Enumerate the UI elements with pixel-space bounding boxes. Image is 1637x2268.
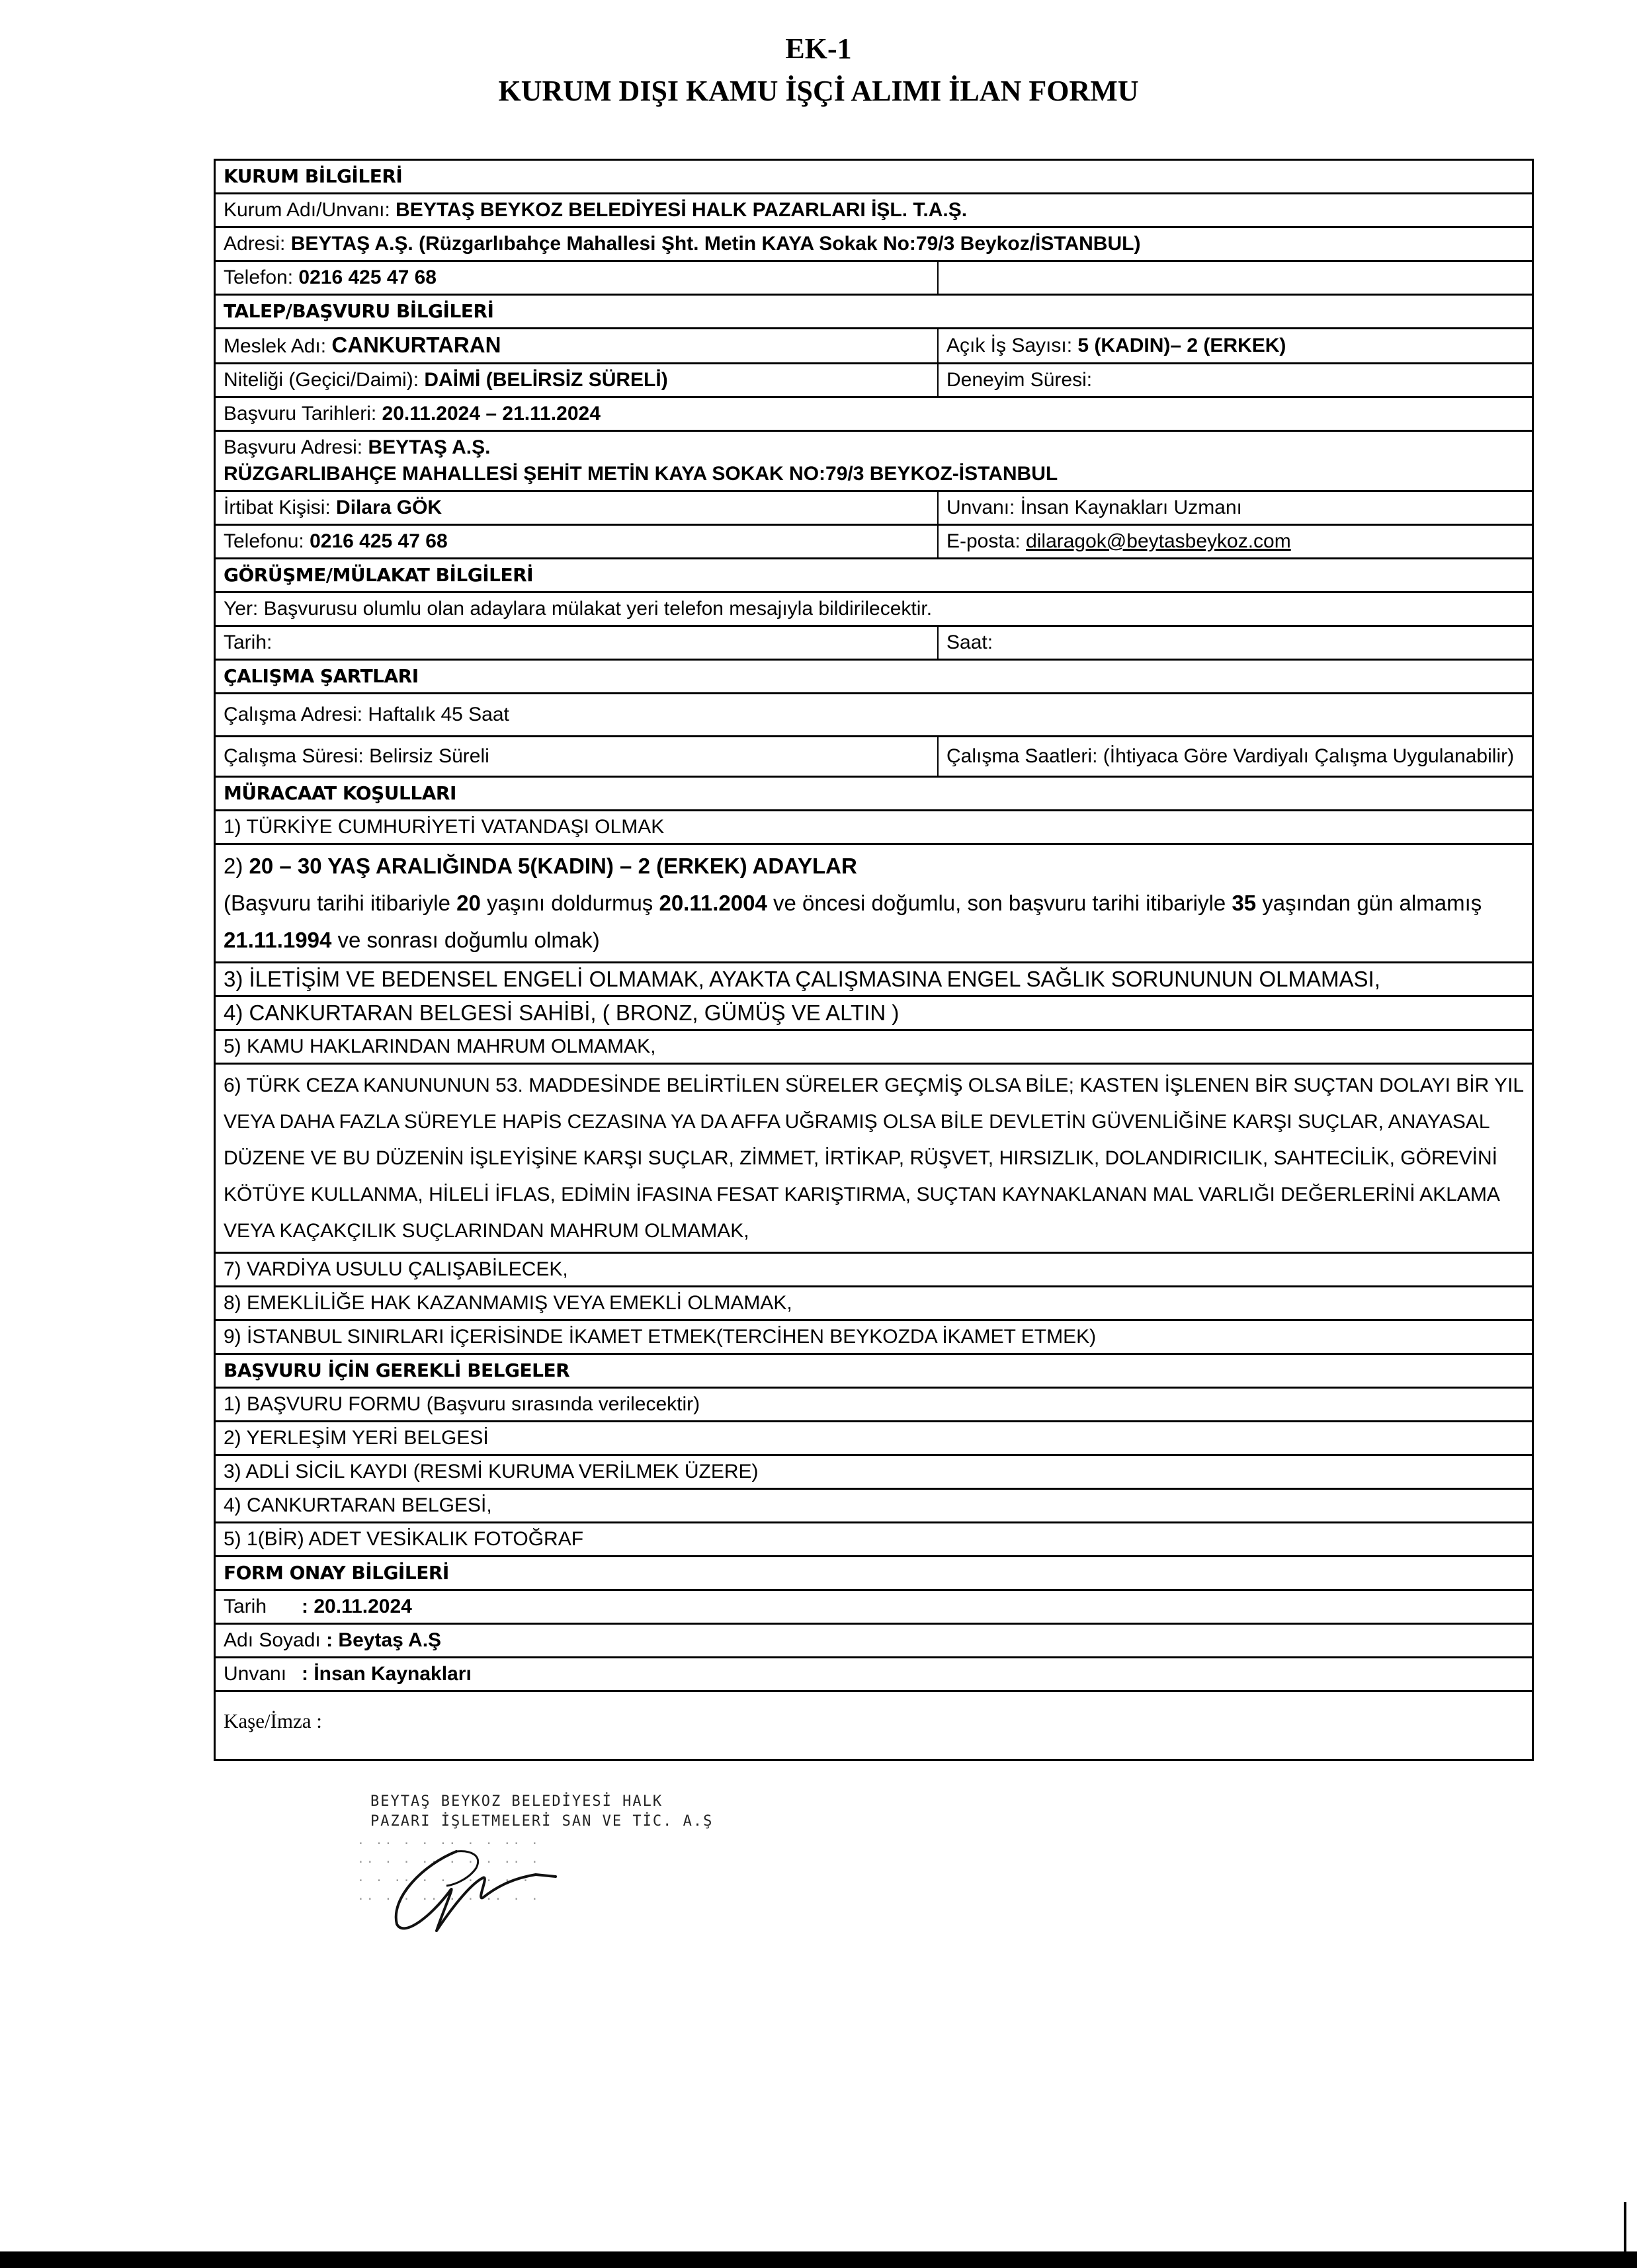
calisma-sure-row [216,737,1532,778]
announcement-form [214,159,1534,1761]
gorusme-saat-label: Saat: [946,631,993,653]
section-title: KURUM BİLGİLERİ [224,165,403,187]
acik-is-value: 5 (KADIN)– 2 (ERKEK) [1077,335,1286,356]
gorusme-yer-row [216,593,1532,627]
calisma-adres-row [216,694,1532,737]
kurum-phone-value: 0216 425 47 68 [298,266,437,288]
kase-imza-row [216,1692,1532,1761]
nitelik-value: DAİMİ (BELİRSİZ SÜRELİ) [424,369,668,391]
condition-item: 9) İSTANBUL SINIRLARI İÇERİSİNDE İKAMET ETMEK(TERCİHEN BEYKOZDA İKAMET ETMEK) [216,1321,1532,1355]
onay-unvan-value: : İnsan Kaynakları [302,1663,472,1685]
section-onay-header [216,1557,1532,1591]
field-label: Unvanı: [946,497,1021,518]
field-label: Açık İş Sayısı: [946,335,1078,356]
field-label: Tarih [224,1596,267,1617]
faded-stamp-icon: · ·· · · ·· · · ·· · ·· · · ·· · · · ·· · · · ·· · · ·· · · · ·· · · ·· · · ·· · · [357,1837,540,1906]
gorusme-yer: Yer: Başvurusu olumlu olan adaylara mülakat yeri telefon mesajıyla bildirilecektir. [224,598,933,620]
kurum-name-row [216,194,1532,228]
section-title: ÇALIŞMA ŞARTLARI [224,665,419,687]
email-link[interactable]: dilaragok@beytasbeykoz.com [1026,530,1291,552]
section-kurum-header [216,161,1532,194]
section-calisma-header [216,661,1532,694]
calisma-adres: Çalışma Adresi: Haftalık 45 Saat [224,704,509,725]
field-label: Telefon: [224,266,299,288]
kurum-address-row [216,228,1532,262]
document-item: 1) BAŞVURU FORMU (Başvuru sırasında verilecektir) [216,1389,1532,1422]
field-label: Niteliği (Geçici/Daimi): [224,369,425,391]
section-gorusme-header [216,559,1532,593]
field-label: Unvanı [224,1663,287,1685]
basvuru-tarih-value: 20.11.2024 – 21.11.2024 [382,403,601,425]
kurum-address-value: BEYTAŞ A.Ş. (Rüzgarlıbahçe Mahallesi Şht. Metin KAYA Sokak No:79/3 Beykoz/İSTANBUL) [290,233,1141,255]
kase-imza-label: Kaşe/İmza : [224,1709,322,1732]
field-label: Telefonu: [224,530,310,552]
empty-cell [939,262,1532,294]
telefon-row [216,526,1532,559]
field-label: Başvuru Tarihleri: [224,403,382,425]
section-title: GÖRÜŞME/MÜLAKAT BİLGİLERİ [224,564,534,586]
scan-edge [0,2251,1637,2268]
calisma-sure: Çalışma Süresi: Belirsiz Süreli [216,737,939,776]
basvuru-adres-value: BEYTAŞ A.Ş. [368,436,491,458]
kurum-phone-row [216,262,1532,296]
irtibat-row [216,492,1532,526]
gorusme-tarih-saat-row [216,627,1532,661]
irtibat-value: Dilara GÖK [336,497,442,518]
section-belgeler-header [216,1355,1532,1389]
onay-tarih-row [216,1591,1532,1625]
onay-adsoyad-value: : Beytaş A.Ş [326,1629,442,1651]
field-label: Meslek Adı: [224,335,332,357]
onay-unvan-row [216,1658,1532,1692]
document-item: 5) 1(BİR) ADET VESİKALIK FOTOĞRAF [216,1523,1532,1557]
condition-item: 3) İLETİŞİM VE BEDENSEL ENGELİ OLMAMAK, AYAKTA ÇALIŞMASINA ENGEL SAĞLIK SORUNUNUN OLMAMASI, [216,963,1532,997]
field-label: Adresi: [224,233,291,255]
condition-item: 4) CANKURTARAN BELGESİ SAHİBİ, ( BRONZ, GÜMÜŞ VE ALTIN ) [216,997,1532,1031]
telefon-value: 0216 425 47 68 [310,530,448,552]
document-item: 3) ADLİ SİCİL KAYDI (RESMİ KURUMA VERİLMEK ÜZERE) [216,1456,1532,1490]
onay-tarih-value: : 20.11.2024 [302,1596,412,1617]
condition-item: 1) TÜRKİYE CUMHURİYETİ VATANDAŞI OLMAK [216,811,1532,845]
field-label: İrtibat Kişisi: [224,497,337,518]
condition-item: 6) TÜRK CEZA KANUNUNUN 53. MADDESİNDE BELİRTİLEN SÜRELER GEÇMİŞ OLSA BİLE; KASTEN İŞLENEN BİR SUÇTAN DOLAYI BİR YIL VEYA DAHA FAZLA SÜREYLE HAPİS CEZASINA YA DA AFFA UĞRAMIŞ OLSA BİLE DEVLETİN GÜVENLİĞİNE KARŞI SUÇLAR, ANAYASAL DÜZENE VE BU DÜZENİN İŞLEYİŞİNE KARŞI SUÇLAR, ZİMMET, İRTİKAP, RÜŞVET, HIRSIZLIK, DOLANDIRICILIK, SAHTECİLİK, GÖREVİNİ KÖTÜYE KULLANMA, HİLELİ İFLAS, EDİMİN İFASINA FESAT KARIŞTIRMA, SUÇTAN KAYNAKLANAN MAL VARLIĞI DEĞERLERİNİ AKLAMA VEYA KAÇAKÇILIK SUÇLARINDAN MAHRUM OLMAMAK, [216,1065,1532,1254]
section-title: TALEP/BAŞVURU BİLGİLERİ [224,300,494,322]
nitelik-row [216,364,1532,398]
calisma-saatler: Çalışma Saatleri: (İhtiyaca Göre Vardiyalı Çalışma Uygulanabilir) [946,745,1515,767]
condition-item: 2) 20 – 30 YAŞ ARALIĞINDA 5(KADIN) – 2 (ERKEK) ADAYLAR (Başvuru tarihi itibariyle 20 yaşını doldurmuş 20.11.2004 ve öncesi doğumlu, son başvuru tarihi itibariyle 35 yaşından gün almamış 21.11.1994 ve sonrası doğumlu olmak) [216,845,1532,963]
section-title: FORM ONAY BİLGİLERİ [224,1562,449,1584]
annex-label: EK-1 [785,32,852,65]
field-label: Kurum Adı/Unvanı: [224,199,396,221]
kurum-name-value: BEYTAŞ BEYKOZ BELEDİYESİ HALK PAZARLARI İŞL. T.A.Ş. [396,199,968,221]
page-title: KURUM DIŞI KAMU İŞÇİ ALIMI İLAN FORMU [498,75,1139,107]
field-label: E-posta: [946,530,1027,552]
condition-item: 8) EMEKLİLİĞE HAK KAZANMAMIŞ VEYA EMEKLİ OLMAMAK, [216,1287,1532,1321]
section-muracaat-header [216,778,1532,811]
condition-item: 5) KAMU HAKLARINDAN MAHRUM OLMAMAK, [216,1031,1532,1065]
condition-item: 7) VARDİYA USULU ÇALIŞABİLECEK, [216,1254,1532,1287]
signature-icon [384,1838,582,1937]
gorusme-tarih-label: Tarih: [216,627,939,659]
field-label: Başvuru Adresi: [224,436,368,458]
meslek-value: CANKURTARAN [331,333,501,357]
basvuru-adres-row [216,432,1532,492]
section-talep-header [216,296,1532,329]
meslek-row [216,329,1532,364]
section-title: BAŞVURU İÇİN GEREKLİ BELGELER [224,1359,570,1381]
field-label: Adı Soyadı [224,1629,327,1651]
basvuru-adres-line2: RÜZGARLIBAHÇE MAHALLESİ ŞEHİT METİN KAYA SOKAK NO:79/3 BEYKOZ-İSTANBUL [224,463,1058,485]
basvuru-tarih-row [216,398,1532,432]
onay-adsoyad-row [216,1625,1532,1658]
deneyim-label: Deneyim Süresi: [946,369,1093,391]
unvan-value: İnsan Kaynakları Uzmanı [1020,497,1242,518]
document-item: 4) CANKURTARAN BELGESİ, [216,1490,1532,1523]
document-item: 2) YERLEŞİM YERİ BELGESİ [216,1422,1532,1456]
company-stamp: BEYTAŞ BEYKOZ BELEDİYESİ HALK PAZARI İŞLETMELERİ SAN VE TİC. A.Ş [370,1793,714,1830]
section-title: MÜRACAAT KOŞULLARI [224,782,456,804]
